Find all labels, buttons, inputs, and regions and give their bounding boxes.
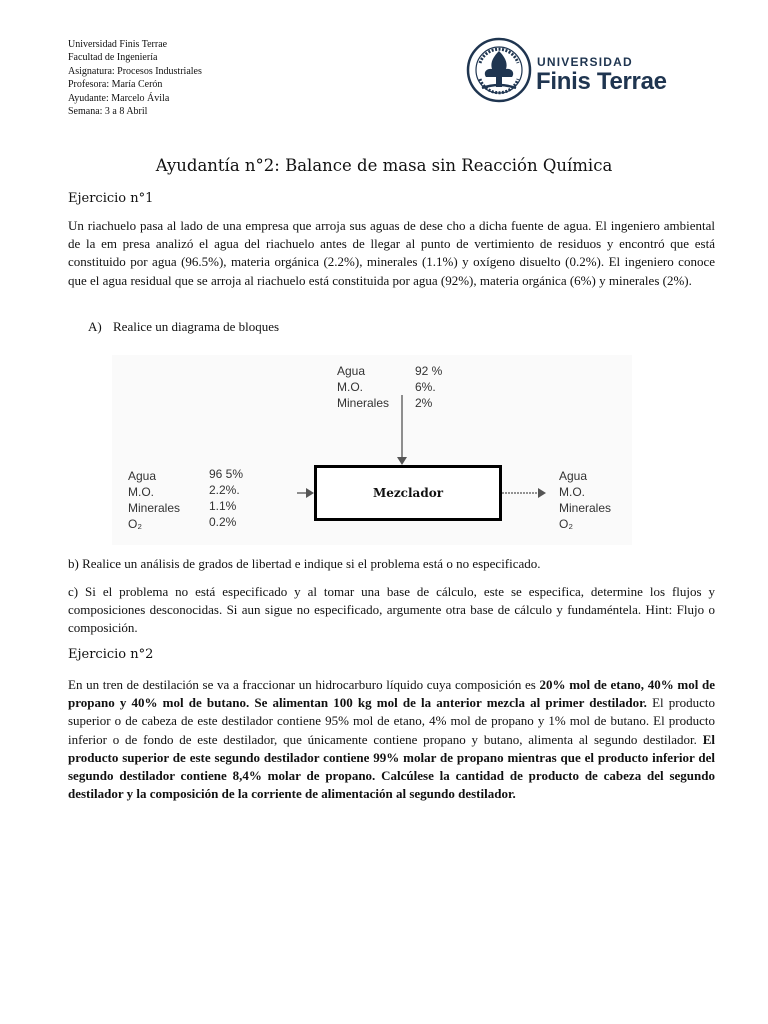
exercise-2-paragraph <box>68 676 715 803</box>
left-input-value: 96 5% <box>209 467 244 481</box>
exercise-2-bold-2: El producto superior de este segundo destilador contiene 99% molar de propano mientras que el producto inferior del segundo destilador contiene 8,4% molar de propano. Calcúlese la cantidad de producto de cabeza del segundo destilador y la composición de la corriente de alimentación al segundo destilador. <box>68 731 715 802</box>
top-input-arrowhead <box>397 457 407 465</box>
left-input-name: Minerales <box>128 501 181 515</box>
left-input-name: M.O. <box>128 485 154 499</box>
header-line-assistant: Ayudante: Marcelo Ávila <box>68 92 170 104</box>
output-name: Agua <box>559 469 588 483</box>
output-name: O₂ <box>559 517 573 531</box>
top-input-value: 2% <box>415 396 433 410</box>
left-input-name: O₂ <box>128 517 142 531</box>
output-arrowhead <box>538 488 546 498</box>
logo-wordmark-main: Finis Terrae <box>536 68 667 95</box>
header-line-professor: Profesora: María Cerón <box>68 79 163 91</box>
university-seal-icon <box>466 35 532 105</box>
output-names <box>559 468 611 532</box>
left-input-name: Agua <box>128 469 157 483</box>
output-name: Minerales <box>559 501 612 515</box>
top-input-values <box>415 363 442 411</box>
top-input-value: 92 % <box>415 364 443 378</box>
exercise-1-paragraph: Un riachuelo pasa al lado de una empresa que arroja sus aguas de dese cho a dicha fuente de agua. El ingeniero ambiental de la em presa analizó el agua del riachuelo antes de llegar al punto de vertimiento de residuos y encontró que está constituido por agua (96.5%), materia orgánica (2.2%), minerales (1.1%) y oxígeno disuelto (0.2%). El ingeniero conoce que el agua residual que se arroja al riachuelo está constituida por agua (92%), materia orgánica (6%) y minerales (2%). <box>68 218 715 288</box>
item-b: b) Realice un análisis de grados de libertad e indique si el problema está o no especificado. <box>68 556 541 571</box>
top-input-name: Minerales <box>337 396 390 410</box>
left-input-value: 1.1% <box>209 499 237 513</box>
item-c: c) Si el problema no está especificado y al tomar una base de cálculo, este se especifica, determine los flujos y composiciones desconocidas. Si aun sigue no especificado, argumente otra base de cálculo y fundaméntela. Hint: Flujo o composición. <box>68 584 715 636</box>
header-line-subject: Asignatura: Procesos Industriales <box>68 65 202 77</box>
left-input-names <box>128 468 180 532</box>
mixer-block-label: Mezclador <box>372 486 444 500</box>
left-input-value: 0.2% <box>209 515 237 529</box>
mixer-block <box>314 465 502 521</box>
exercise-2-heading: Ejercicio n°2 <box>68 647 154 662</box>
top-input-name: M.O. <box>337 380 363 394</box>
output-name: M.O. <box>559 485 585 499</box>
item-a-marker: A) <box>88 319 102 334</box>
left-input-arrowhead <box>306 488 314 498</box>
header-line-faculty: Facultad de Ingeniería <box>68 52 158 64</box>
item-a <box>88 319 279 335</box>
top-input-name: Agua <box>337 364 366 378</box>
left-input-value: 2.2%. <box>209 483 240 497</box>
logo-wordmark-top: UNIVERSIDAD <box>537 55 633 69</box>
top-input-names <box>337 363 389 411</box>
exercise-1-heading: Ejercicio n°1 <box>68 191 154 206</box>
exercise-2-bold-1: 20% mol de etano, 40% mol de propano y 40% mol de butano. Se alimentan 100 kg mol de la anterior mezcla al primer destilador. <box>68 677 715 711</box>
exercise-2-text-1: En un tren de destilación se va a fraccionar un hidrocarburo líquido cuya composición es <box>68 677 540 692</box>
header-line-university: Universidad Finis Terrae <box>68 39 168 50</box>
item-a-text: Realice un diagrama de bloques <box>113 319 280 334</box>
top-input-value: 6%. <box>415 380 436 394</box>
course-info <box>68 38 202 118</box>
header-line-week: Semana: 3 a 8 Abril <box>68 106 148 118</box>
document-title: Ayudantía n°2: Balance de masa sin Reacción Química <box>155 156 613 175</box>
block-diagram <box>112 355 632 545</box>
left-input-values <box>209 466 243 530</box>
exercise-2-text-2: El producto superior o de cabeza de este destilador contiene 95% mol de etano, 4% mol de propano y 1% mol de butano. El producto inferior o de fondo de este destilador, que únicamente contiene propano y butano, alimenta al segundo destilador. <box>68 695 716 747</box>
